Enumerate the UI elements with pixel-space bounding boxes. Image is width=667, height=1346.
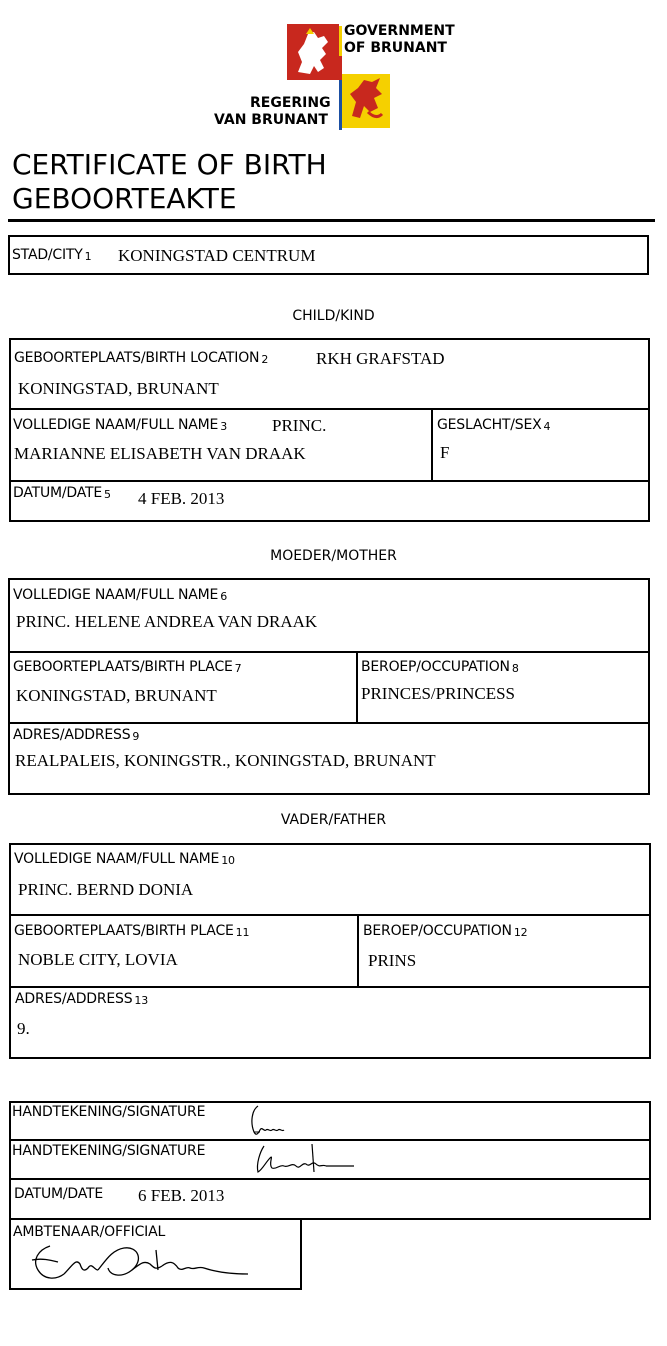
father-occupation-value: PRINS <box>368 951 417 970</box>
mother-occupation-value: PRINCES/PRINCESS <box>361 684 515 703</box>
father-birth-place-value: NOBLE CITY, LOVIA <box>18 950 178 969</box>
mother-address-value: REALPALEIS, KONINGSTR., KONINGSTAD, BRUNANT <box>15 751 436 770</box>
father-full-name-value: PRINC. BERND DONIA <box>18 880 194 899</box>
gov-en-line2: OF BRUNANT <box>344 40 447 56</box>
title-nl: GEBOORTEAKTE <box>12 182 237 215</box>
title-divider <box>8 219 655 222</box>
official-label: AMBTENAAR/OFFICIAL <box>13 1224 166 1240</box>
title-en: CERTIFICATE OF BIRTH <box>12 148 327 181</box>
mother-address-label: ADRES/ADDRESS $_9$ <box>13 727 140 743</box>
child-full-name-value-2: MARIANNE ELISABETH VAN DRAAK <box>14 444 306 463</box>
gov-en-line1: GOVERNMENT <box>344 23 455 39</box>
official-signature-image <box>28 1240 252 1288</box>
city-value: KONINGSTAD CENTRUM <box>118 246 316 265</box>
signature2-image <box>250 1142 360 1178</box>
child-full-name-value-1: PRINC. <box>272 416 327 435</box>
signature-date-value: 6 FEB. 2013 <box>138 1186 225 1205</box>
gov-nl-line2: VAN BRUNANT <box>214 112 328 128</box>
city-label: STAD/CITY $_1$ <box>12 247 92 263</box>
father-address-value: 9. <box>17 1019 30 1038</box>
child-sex-value: F <box>440 443 450 462</box>
signature-date-label: DATUM/DATE <box>14 1186 104 1202</box>
city-box <box>8 235 649 275</box>
child-birth-location-value-1: RKH GRAFSTAD <box>316 349 445 368</box>
father-full-name-label: VOLLEDIGE NAAM/FULL NAME $_{10}$ <box>14 851 235 867</box>
section-mother: MOEDER/MOTHER <box>270 548 397 564</box>
child-birth-location-value-2: KONINGSTAD, BRUNANT <box>18 379 219 398</box>
father-birth-place-label: GEBOORTEPLAATS/BIRTH PLACE $_{11}$ <box>14 923 250 939</box>
father-address-label: ADRES/ADDRESS $_{13}$ <box>15 991 149 1007</box>
mother-birth-place-label: GEBOORTEPLAATS/BIRTH PLACE $_7$ <box>13 659 242 675</box>
child-birth-location-label: GEBOORTEPLAATS/BIRTH LOCATION $_2$ <box>14 350 269 366</box>
signature1-label: HANDTEKENING/SIGNATURE <box>12 1104 206 1120</box>
mother-occupation-label: BEROEP/OCCUPATION $_8$ <box>361 659 519 675</box>
child-sex-label: GESLACHT/SEX $_4$ <box>437 417 551 433</box>
signature1-image <box>246 1104 290 1138</box>
child-date-value: 4 FEB. 2013 <box>138 489 225 508</box>
father-occupation-label: BEROEP/OCCUPATION $_{12}$ <box>363 923 528 939</box>
gov-nl-line1: REGERING <box>250 95 331 111</box>
mother-full-name-label: VOLLEDIGE NAAM/FULL NAME $_6$ <box>13 587 227 603</box>
section-father: VADER/FATHER <box>280 812 387 828</box>
child-date-label: DATUM/DATE $_5$ <box>13 485 111 501</box>
child-full-name-label: VOLLEDIGE NAAM/FULL NAME $_3$ <box>13 417 227 433</box>
section-child: CHILD/KIND <box>292 308 375 324</box>
signature2-label: HANDTEKENING/SIGNATURE <box>12 1143 206 1159</box>
mother-full-name-value: PRINC. HELENE ANDREA VAN DRAAK <box>16 612 318 631</box>
mother-birth-place-value: KONINGSTAD, BRUNANT <box>16 686 217 705</box>
